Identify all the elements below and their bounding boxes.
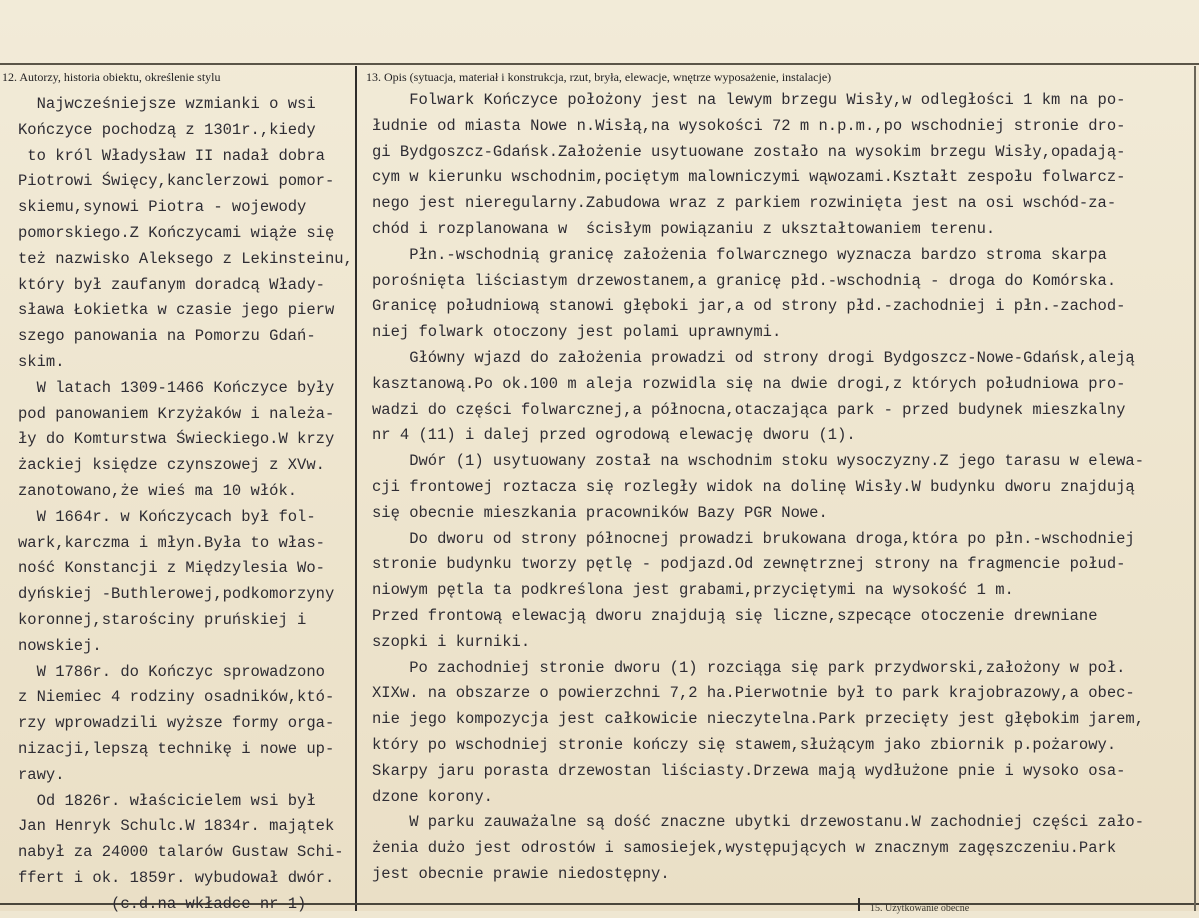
section-12-header: 12. Autorzy, historia obiektu, określenie stylu: [2, 70, 221, 84]
text-line: niej folwark otoczony jest polami uprawnymi.: [372, 323, 782, 342]
text-line: ność Konstancji z Międzylesia Wo-: [18, 559, 325, 578]
text-line: skiemu,synowi Piotra - wojewody: [18, 198, 307, 217]
text-line: rzy wprowadzili wyższe formy orga-: [18, 714, 335, 733]
text-line: ły do Komturstwa Świeckiego.W krzy: [18, 430, 335, 449]
text-line: Do dworu od strony północnej prowadzi brukowana droga,która po płn.-wschodniej: [372, 529, 1135, 548]
text-line: cym w kierunku wschodnim,pociętym malowniczymi wąwozami.Kształt zespołu folwarcz-: [372, 168, 1126, 187]
text-line: cji frontowej roztacza się rozległy widok na dolinę Wisły.W budynku dworu znajdują: [372, 477, 1135, 496]
text-line: wadzi do części folwarcznej,a północna,otaczająca park - przed budynek mieszkalny: [372, 400, 1126, 419]
text-line: Granicę południową stanowi głęboki jar,a od strony płd.-zachodniej i płn.-zachod-: [372, 297, 1126, 316]
text-line: XIXw. na obszarze o powierzchni 7,2 ha.Pierwotnie był to park krajobrazowy,a obec-: [372, 684, 1135, 703]
text-line: Główny wjazd do założenia prowadzi od strony drogi Bydgoszcz-Nowe-Gdańsk,aleją: [372, 348, 1135, 367]
text-line: skim.: [18, 352, 65, 371]
text-line: zanotowano,że wieś ma 10 włók.: [18, 481, 298, 500]
text-line: się obecnie mieszkania pracowników Bazy PGR Nowe.: [372, 503, 828, 522]
text-line: nr 4 (11) i dalej przed ogrodową elewację dworu (1).: [372, 426, 856, 445]
text-line: niowym pętla ta podkreślona jest grabami,przyciętymi na wysokość 1 m.: [372, 581, 1014, 600]
text-line: nowskiej.: [18, 636, 102, 655]
description-text-column: [372, 88, 1144, 888]
text-line: kasztanową.Po ok.100 m aleja rozwidla się na dwie drogi,z których południowa pro-: [372, 374, 1126, 393]
column-divider: [355, 66, 357, 911]
text-line: nizacji,lepszą technikę i nowe up-: [18, 739, 335, 758]
text-line: Skarpy jaru porasta drzewostan liściasty.Drzewa mają wydłużone pnie i wysoko osa-: [372, 761, 1126, 780]
text-line: który był zaufanym doradcą Włady-: [18, 275, 325, 294]
text-line: łudnie od miasta Nowe n.Wisłą,na wysokości 72 m n.p.m.,po wschodniej stronie dro-: [372, 116, 1126, 135]
text-line: pomorskiego.Z Kończycami wiąże się: [18, 223, 335, 242]
text-line: dyńskiej -Buthlerowej,podkomorzyny: [18, 585, 335, 604]
text-line: który po wschodniej stronie kończy się stawem,służącym jako zbiornik p.pożarowy.: [372, 735, 1117, 754]
text-line: koronnej,starościny pruńskiej i: [18, 610, 307, 629]
text-line: W 1786r. do Kończyc sprowadzono: [18, 662, 325, 681]
text-line: W parku zauważalne są dość znaczne ubytki drzewostanu.W zachodniej części zało-: [372, 813, 1145, 832]
text-line: żenia dużo jest odrostów i samosiejek,występujących w znacznym zagęszczeniu.Park: [372, 839, 1117, 858]
text-line: Po zachodniej stronie dworu (1) rozciąga się park przydworski,założony w poł.: [372, 658, 1126, 677]
section-13-header: 13. Opis (sytuacja, materiał i konstrukcja, rzut, bryła, elewacje, wnętrze wyposażenie, instalacje): [366, 70, 832, 84]
text-line: wark,karczma i młyn.Była to włas-: [18, 533, 325, 552]
text-line: jest obecnie prawie niedostępny.: [372, 864, 670, 883]
text-line: Od 1826r. właścicielem wsi był: [18, 791, 316, 810]
text-line: rawy.: [18, 765, 65, 784]
footer-divider: [858, 898, 860, 911]
text-line: Dwór (1) usytuowany został na wschodnim stoku wysoczyzny.Z jego tarasu w elewa-: [372, 452, 1145, 471]
text-line: też nazwisko Aleksego z Lekinsteinu,: [18, 249, 353, 268]
text-line: Najwcześniejsze wzmianki o wsi: [18, 95, 316, 113]
text-line: Kończyce pochodzą z 1301r.,kiedy: [18, 120, 316, 139]
text-line: szopki i kurniki.: [372, 632, 531, 651]
text-line: ffert i ok. 1859r. wybudował dwór.: [18, 868, 335, 887]
text-line: stronie budynku tworzy pętlę - podjazd.Od zewnętrznej strony na fragmencie połud-: [372, 555, 1126, 574]
text-line: chód i rozplanowana w ścisłym powiązaniu z ukształtowaniem terenu.: [372, 219, 996, 238]
text-line: nabył za 24000 talarów Gustaw Schi-: [18, 843, 344, 862]
text-line: Piotrowi Święcy,kanclerzowi pomor-: [18, 172, 335, 191]
text-line: W 1664r. w Kończycach był fol-: [18, 507, 316, 526]
text-line: Przed frontową elewacją dworu znajdują się liczne,szpecące otoczenie drewniane: [372, 606, 1098, 625]
text-line: dzone korony.: [372, 787, 493, 806]
text-line: W latach 1309-1466 Kończyce były: [18, 378, 335, 397]
text-line: Folwark Kończyce położony jest na lewym brzegu Wisły,w odległości 1 km na po-: [372, 91, 1126, 109]
text-line: sława Łokietka w czasie jego pierw: [18, 301, 335, 320]
text-line: (c.d.na wkładce nr 1): [18, 894, 307, 913]
text-line: z Niemiec 4 rodziny osadników,któ-: [18, 688, 335, 707]
text-line: szego panowania na Pomorzu Gdań-: [18, 327, 316, 346]
top-rule: [0, 63, 1199, 65]
right-edge-rule: [1194, 66, 1196, 911]
history-text-column: [18, 92, 353, 918]
text-line: gi Bydgoszcz-Gdańsk.Założenie usytuowane zostało na wysokim brzegu Wisły,opadają-: [372, 142, 1126, 161]
text-line: to król Władysław II nadał dobra: [18, 146, 325, 165]
text-line: żackiej księdze czynszowej z XVw.: [18, 456, 325, 475]
text-line: porośnięta liściastym drzewostanem,a granicę płd.-wschodnią - droga do Komórska.: [372, 271, 1117, 290]
text-line: nie jego kompozycja jest całkowicie nieczytelna.Park przecięty jest głębokim jarem,: [372, 710, 1145, 729]
text-line: nego jest nieregularny.Zabudowa wraz z parkiem rozwinięta jest na osi wschód-za-: [372, 194, 1117, 213]
text-line: Jan Henryk Schulc.W 1834r. majątek: [18, 817, 335, 836]
text-line: pod panowaniem Krzyżaków i należa-: [18, 404, 335, 423]
text-line: Płn.-wschodnią granicę założenia folwarcznego wyznacza bardzo stroma skarpa: [372, 245, 1107, 264]
section-15-header: 15. Użytkowanie obecne: [870, 903, 970, 914]
